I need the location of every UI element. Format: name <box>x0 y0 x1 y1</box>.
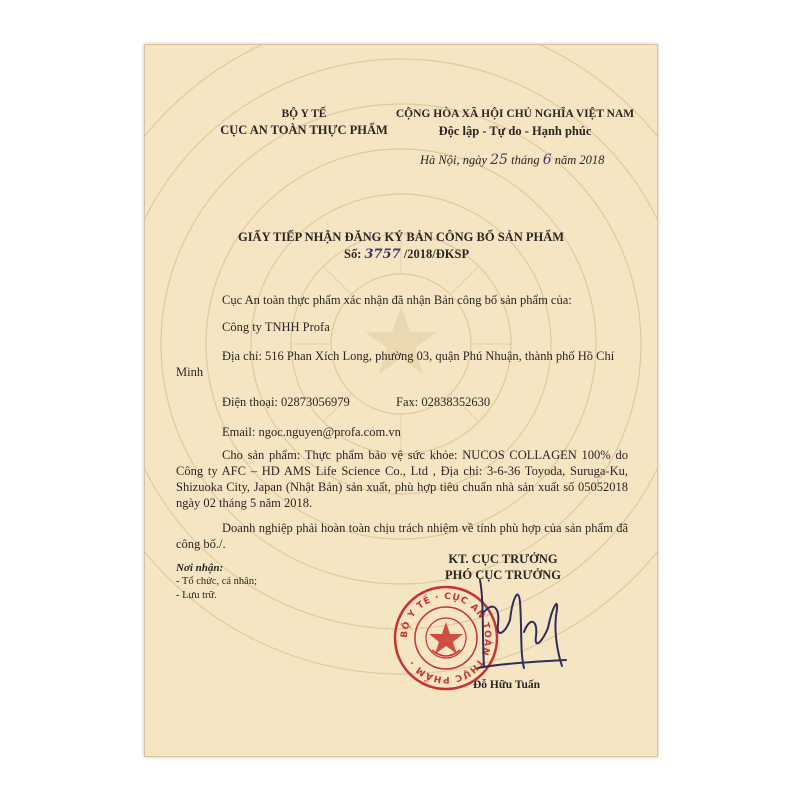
address-line-1: Địa chỉ: 516 Phan Xích Long, phường 03, quận Phú Nhuận, thành phố Hồ Chí <box>222 349 615 363</box>
product-description: Cho sản phẩm: Thực phẩm bảo vệ sức khỏe: NUCOS COLLAGEN 100% do Công ty AFC – HD AMS Life Science Co., Ltd , Địa chỉ: 3-6-36 Toyoda, Suruga-Ku, Shizuoka City, Japan (Nhật Bản) sản xuất, phù hợp tiêu chuẩn nhà sản xuất số 05052018 ngày 02 tháng 5 năm 2018. <box>176 448 628 510</box>
signing-authority: KT. CỤC TRƯỞNG <box>448 552 558 566</box>
fax-number: Fax: 02838352630 <box>396 395 491 409</box>
number-suffix: /2018/ĐKSP <box>403 247 470 261</box>
number-label: Số: <box>344 247 362 261</box>
date-month-label: tháng <box>511 153 540 167</box>
national-motto: Độc lập - Tự do - Hạnh phúc <box>438 124 592 138</box>
agency-name: CỤC AN TOÀN THỰC PHẨM <box>220 123 388 137</box>
issue-date <box>420 152 604 168</box>
nation-name: CỘNG HÒA XÃ HỘI CHỦ NGHĨA VIỆT NAM <box>395 108 635 120</box>
recipients-heading: Nơi nhận: <box>176 562 224 574</box>
responsibility-note: Doanh nghiệp phải hoàn toàn chịu trách nhiệm về tính phù hợp của sản phẩm đã công bố./. <box>176 521 628 551</box>
svg-text:BỘ Y TẾ · CỤC AN TOÀN THỰC PHẨ: BỘ Y TẾ · CỤC AN TOÀN THỰC PHẨM · <box>399 591 493 685</box>
date-year: năm 2018 <box>554 153 605 167</box>
recipient-item: - Lưu trữ. <box>176 590 217 601</box>
recipient-item: - Tổ chức, cá nhân; <box>176 576 258 587</box>
number-value: 3757 <box>364 247 401 262</box>
email-address: Email: ngoc.nguyen@profa.com.vn <box>222 425 401 439</box>
ministry-name: BỘ Y TẾ <box>281 108 327 120</box>
phone-number: Điện thoại: 02873056979 <box>222 395 350 409</box>
intro-text: Cục An toàn thực phẩm xác nhận đã nhận Bản công bố sản phẩm của: <box>222 293 572 307</box>
handwritten-signature <box>468 572 578 682</box>
signer-title: PHÓ CỤC TRƯỞNG <box>445 568 561 582</box>
signer-name: Đỗ Hữu Tuấn <box>473 679 540 691</box>
date-month: 6 <box>542 152 552 168</box>
address-line-2: Minh <box>176 365 204 379</box>
date-day: 25 <box>490 152 508 168</box>
date-prefix: Hà Nội, ngày <box>420 153 488 167</box>
document-title: GIẤY TIẾP NHẬN ĐĂNG KÝ BẢN CÔNG BỐ SẢN PHẨM <box>237 230 565 244</box>
company-name: Công ty TNHH Profa <box>222 320 330 334</box>
document-number <box>344 247 469 262</box>
